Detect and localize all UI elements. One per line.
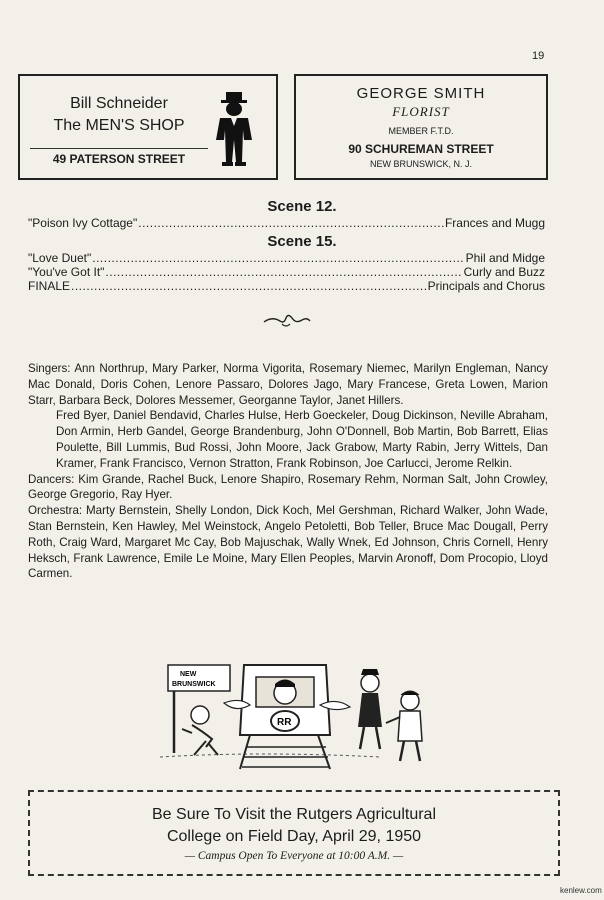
mens-shop-address: 49 PATERSON STREET: [30, 148, 208, 166]
singers-label: Singers:: [28, 362, 71, 375]
mens-shop-title: The MEN'S SHOP: [53, 117, 185, 134]
program-number-title: "Poison Ivy Cottage": [28, 216, 138, 230]
florist-ad: [294, 74, 548, 180]
figure-two-legs: [400, 741, 420, 761]
figure-one-legs: [360, 727, 380, 749]
page-number: 19: [532, 50, 545, 62]
figure-two-arm: [386, 717, 400, 723]
dancers-paragraph: [28, 472, 548, 504]
program-performers: Curly and Buzz: [463, 265, 545, 279]
scene-12-heading: Scene 12.: [267, 198, 337, 215]
leader-dots: [105, 265, 462, 279]
dapper-man-icon: [210, 90, 258, 170]
mens-shop-ad: [18, 74, 278, 180]
orchestra-label: Orchestra:: [28, 504, 83, 518]
cartoon-illustration: [120, 657, 460, 775]
field-day-banner: [28, 790, 560, 876]
cast-list: [28, 361, 548, 582]
banner-line-1: Be Sure To Visit the Rutgers Agricultural: [152, 806, 436, 823]
banner-line-3: — Campus Open To Everyone at 10:00 A.M. —: [184, 850, 404, 862]
rr-emblem-text: RR: [277, 717, 292, 728]
program-number-title: FINALE: [28, 279, 71, 293]
mens-shop-name: [30, 93, 208, 137]
banner-line-2: College on Field Day, April 29, 1950: [166, 828, 422, 845]
town-sign-line1: NEW: [180, 671, 197, 678]
flourish-ornament-icon: [262, 312, 312, 328]
program-performers: Principals and Chorus: [427, 279, 545, 293]
singers-men: Fred Byer, Daniel Bendavid, Charles Hulse, Herb Goeckeler, Doug Dickinson, Neville Abraham, Don Armin, Herb Gandel, George Brandenburg, John O'Donnell, Bob Martin, Bob Barrett, Elias Poulette, Bill Lummis, Bud Rossi, John Moore, Jack Grabow, Marty Rabin, Jerry Wittels, Dan Kramer, Frank Francisco, Vernon Stratton, Frank Robinson, Joe Carlucci, Jerome Relkin.: [56, 409, 548, 470]
program-performers: Phil and Midge: [465, 251, 545, 265]
figure-two-body: [398, 711, 422, 741]
program-row: [28, 251, 545, 265]
florist-subtitle: FLORIST: [392, 104, 450, 119]
florist-city: NEW BRUNSWICK, N. J.: [369, 159, 472, 169]
boy-head: [191, 706, 209, 724]
singers-women: Ann Northrup, Mary Parker, Norma Vigorita, Rosemary Niemec, Marilyn Engleman, Nancy Mac Donald, Doris Cohen, Lenore Passaro, Dolores Jago, Mary Francese, Greta Lowen, Marion Starr, Barbara Beck, Dolores Messemer, Georganne Taylor, Janet Hillers.: [28, 362, 548, 407]
mens-shop-owner: Bill Schneider: [70, 95, 168, 112]
boy-legs: [194, 741, 218, 755]
watermark: kenlew.com: [560, 886, 602, 895]
orchestra-paragraph: [28, 503, 548, 582]
program-row: [28, 265, 545, 279]
florist-name: GEORGE SMITH: [356, 85, 486, 102]
dancers-names: Kim Grande, Rachel Buck, Lenore Shapiro, Rosemary Rehm, Norman Salt, John Crowley, George Gregorio, Ray Hyer.: [28, 472, 548, 502]
figure-two-hair: [401, 691, 419, 695]
leader-dots: [92, 251, 464, 265]
figure-one-body: [358, 693, 382, 727]
program-row: [28, 216, 545, 230]
program-number-title: "You've Got It": [28, 265, 105, 279]
program-performers: Frances and Mugg: [444, 216, 545, 230]
program-number-title: "Love Duet": [28, 251, 92, 265]
singers-paragraph: [28, 361, 548, 408]
rail-ties: [242, 747, 330, 767]
florist-address: 90 SCHUREMAN STREET: [348, 142, 494, 156]
leader-dots: [71, 279, 427, 293]
figure-one-head: [361, 674, 379, 692]
scene-15-heading: Scene 15.: [267, 233, 337, 250]
orchestra-names: Marty Bernstein, Shelly London, Dick Koch, Mel Gershman, Richard Walker, John Wade, Stan Bernstein, Ken Hawley, Mel Weinstock, Angelo Petoletti, Bob Teller, Bruce Mac Dougall, Perry Roth, Craig Ward, Margaret Mc Cay, Bob Majuschak, Wally Wnek, Ed Johnson, Chris Cornell, Henry Heksch, Frank Lawrence, Emile Le Moine, Mary Ellen Peoples, Marvin Aronoff, Dom Procopio, Lloyd Carmen.: [28, 504, 548, 581]
leader-dots: [138, 216, 444, 230]
figure-one-cap: [361, 669, 379, 675]
program-row: [28, 279, 545, 293]
florist-membership: MEMBER F.T.D.: [388, 126, 454, 136]
boy-arm: [182, 729, 192, 733]
town-sign-line2: BRUNSWICK: [172, 681, 216, 688]
trolley-rails: [240, 735, 330, 769]
dancers-label: Dancers:: [28, 472, 75, 486]
